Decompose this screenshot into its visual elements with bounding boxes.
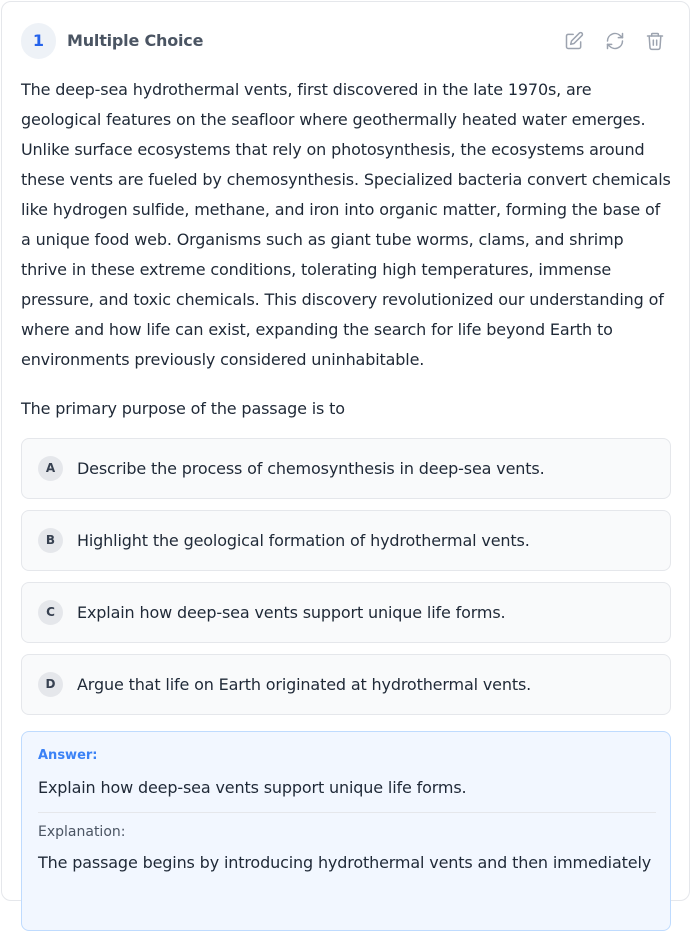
- option-a[interactable]: [21, 438, 671, 499]
- question-type-label: Multiple Choice: [67, 31, 204, 50]
- answer-divider: [38, 812, 656, 813]
- option-text: Explain how deep-sea vents support unique life forms.: [77, 603, 506, 622]
- option-text: Describe the process of chemosynthesis in deep-sea vents.: [77, 459, 545, 478]
- option-text: Highlight the geological formation of hydrothermal vents.: [77, 531, 530, 550]
- edit-icon: [564, 31, 584, 51]
- option-letter: B: [38, 528, 63, 553]
- question-header: [21, 23, 671, 59]
- option-b[interactable]: [21, 510, 671, 571]
- refresh-icon: [605, 31, 625, 51]
- question-passage: The deep-sea hydrothermal vents, first discovered in the late 1970s, are geological features on the seafloor where geothermally heated water emerges. Unlike surface ecosystems that rely on photosynthesis, the ecosystems around these vents are fueled by chemosynthesis. Specialized bacteria convert chemicals like hydrogen sulfide, methane, and iron into organic matter, forming the base of a unique food web. Organisms such as giant tube worms, clams, and shrimp thrive in these extreme conditions, tolerating high temperatures, immense pressure, and toxic chemicals. This discovery revolutionized our understanding of where and how life can exist, expanding the search for life beyond Earth to environments previously considered uninhabitable.: [21, 80, 671, 369]
- question-card: [1, 1, 690, 901]
- option-d[interactable]: [21, 654, 671, 715]
- question-number-badge: 1: [21, 23, 56, 59]
- option-letter: C: [38, 600, 63, 625]
- answer-panel: [21, 731, 671, 931]
- option-letter: A: [38, 456, 63, 481]
- answer-label: Answer:: [38, 748, 98, 763]
- option-text: Argue that life on Earth originated at hydrothermal vents.: [77, 675, 532, 694]
- regenerate-button[interactable]: [605, 31, 625, 51]
- delete-button[interactable]: [645, 31, 665, 51]
- option-c[interactable]: [21, 582, 671, 643]
- trash-icon: [645, 31, 665, 51]
- explanation-label: Explanation:: [38, 824, 126, 840]
- explanation-text: The passage begins by introducing hydrothermal vents and then immediately: [38, 853, 652, 872]
- edit-button[interactable]: [564, 31, 584, 51]
- answer-text: Explain how deep-sea vents support unique life forms.: [38, 778, 467, 797]
- question-prompt: The primary purpose of the passage is to: [21, 399, 345, 418]
- option-letter: D: [38, 672, 63, 697]
